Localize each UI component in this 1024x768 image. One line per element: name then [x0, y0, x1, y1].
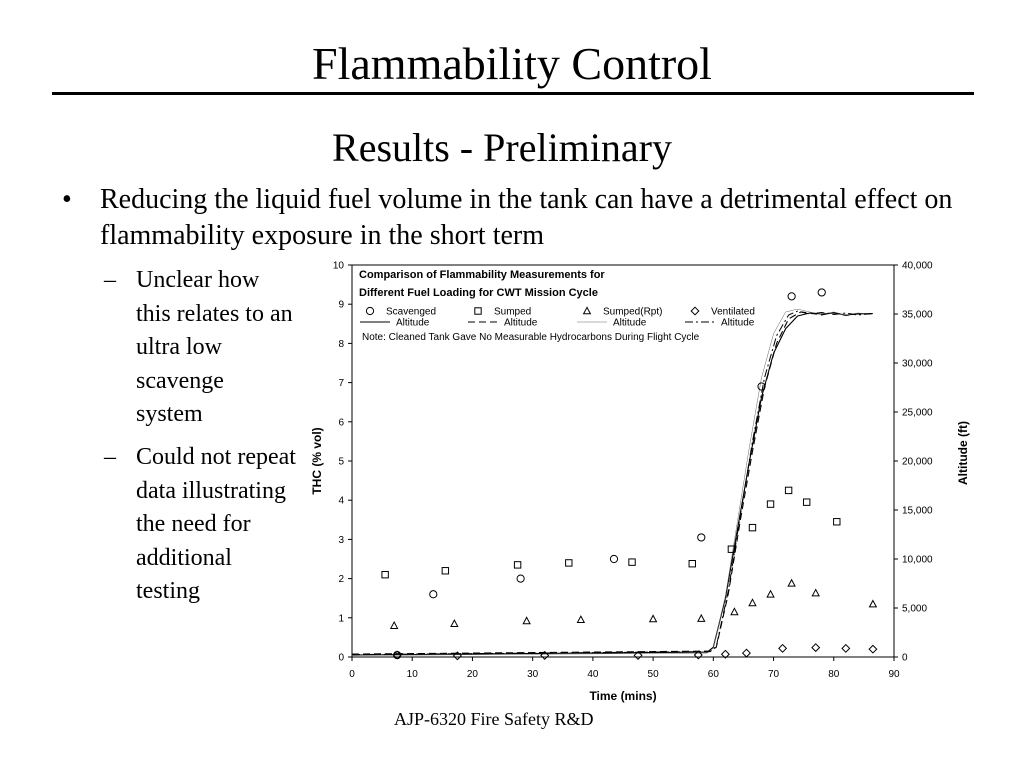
- data-point-ventilated: [743, 649, 751, 657]
- legend-label: Sumped(Rpt): [603, 306, 663, 318]
- data-point-sumped: [834, 519, 840, 525]
- y-tick-label: 8: [338, 338, 344, 350]
- y-tick-label: 9: [338, 299, 344, 311]
- bullet-mark: •: [62, 184, 72, 215]
- data-point-sumped: [442, 568, 448, 574]
- data-point-sumped-rpt-: [870, 600, 877, 606]
- slide-subtitle: Results - Preliminary: [332, 125, 672, 170]
- data-point-sumped-rpt-: [391, 622, 398, 628]
- data-point-sumped-rpt-: [788, 580, 795, 586]
- y-tick-label: 2: [338, 574, 344, 586]
- data-point-scavenged: [788, 293, 795, 300]
- y-axis-label: THC (% vol): [310, 427, 324, 495]
- x-tick-label: 10: [406, 669, 418, 680]
- y-tick-label: 7: [338, 378, 344, 390]
- data-point-sumped: [749, 524, 755, 530]
- legend-label: Altitude: [504, 317, 538, 329]
- data-point-scavenged: [430, 591, 437, 598]
- y2-tick-label: 35,000: [902, 309, 933, 321]
- data-point-scavenged: [517, 575, 524, 582]
- altitude-line-dashdot: [352, 311, 873, 654]
- flammability-chart: [300, 256, 990, 706]
- data-point-ventilated: [779, 645, 787, 653]
- data-point-sumped-rpt-: [749, 599, 756, 605]
- data-point-scavenged: [698, 534, 705, 541]
- main-bullet-text: Reducing the liquid fuel volume in the tank can have a detrimental effect on flammability exposure in the short term: [100, 184, 953, 251]
- y-tick-label: 0: [338, 652, 344, 664]
- y-tick-label: 6: [338, 417, 344, 429]
- data-point-sumped: [785, 487, 791, 493]
- x-tick-label: 0: [349, 669, 355, 680]
- data-point-sumped: [689, 561, 695, 567]
- data-point-sumped-rpt-: [812, 590, 819, 596]
- legend-marker: [366, 307, 373, 314]
- legend-label: Ventilated: [711, 306, 755, 318]
- legend-marker: [584, 307, 591, 313]
- data-point-ventilated: [842, 645, 850, 653]
- y-tick-label: 4: [338, 495, 344, 507]
- legend-marker: [691, 307, 699, 315]
- data-point-sumped: [514, 562, 520, 568]
- legend-label: Altitude: [396, 317, 430, 329]
- x-tick-label: 90: [888, 669, 900, 680]
- data-point-sumped-rpt-: [451, 620, 458, 626]
- data-point-sumped-rpt-: [698, 615, 705, 621]
- chart-note: Note: Cleaned Tank Gave No Measurable Hydrocarbons During Flight Cycle: [362, 332, 700, 343]
- y2-tick-label: 30,000: [902, 358, 933, 370]
- data-point-sumped-rpt-: [577, 616, 584, 622]
- data-point-sumped-rpt-: [731, 608, 738, 614]
- data-point-sumped: [382, 571, 388, 577]
- x-tick-label: 50: [647, 669, 659, 680]
- y2-tick-label: 20,000: [902, 456, 933, 468]
- y-tick-label: 10: [332, 260, 344, 272]
- legend-label: Altitude: [721, 317, 755, 329]
- data-point-sumped-rpt-: [523, 617, 530, 623]
- x-axis-label: Time (mins): [589, 689, 657, 703]
- legend-marker: [475, 308, 481, 314]
- y2-axis-label: Altitude (ft): [956, 421, 970, 485]
- data-point-scavenged: [818, 289, 825, 296]
- x-tick-label: 40: [587, 669, 599, 680]
- legend-label: Scavenged: [386, 306, 437, 318]
- y-tick-label: 1: [338, 613, 344, 625]
- y2-tick-label: 40,000: [902, 260, 933, 272]
- altitude-line-solid: [352, 313, 873, 655]
- x-tick-label: 80: [828, 669, 840, 680]
- altitude-line-thin: [352, 306, 873, 655]
- chart-title-line-2: Different Fuel Loading for CWT Mission Cycle: [359, 287, 598, 299]
- data-point-sumped: [803, 499, 809, 505]
- y2-tick-label: 10,000: [902, 554, 933, 566]
- data-point-scavenged: [610, 555, 617, 562]
- x-tick-label: 70: [767, 669, 780, 680]
- sub-bullet-2-text: Could not repeat data illustrating the need for additional testing: [136, 444, 296, 604]
- sub-bullet-1-text: Unclear how this relates to an ultra low scavenge system: [136, 267, 293, 427]
- data-point-sumped: [767, 501, 773, 507]
- slide-footer: AJP-6320 Fire Safety R&D: [394, 709, 594, 729]
- title-underline: [52, 92, 974, 95]
- data-point-sumped-rpt-: [650, 615, 657, 621]
- slide-title: Flammability Control: [312, 38, 712, 89]
- data-point-sumped: [629, 559, 635, 565]
- data-point-sumped-rpt-: [767, 591, 774, 597]
- legend-label: Altitude: [613, 317, 647, 329]
- y2-tick-label: 15,000: [902, 505, 933, 517]
- y-tick-label: 3: [338, 534, 344, 546]
- altitude-line-dashed: [352, 312, 873, 654]
- y2-tick-label: 5,000: [902, 603, 928, 615]
- y-tick-label: 5: [338, 456, 344, 468]
- data-point-ventilated: [869, 645, 877, 653]
- legend-label: Sumped: [494, 306, 532, 318]
- dash-mark: –: [104, 444, 116, 470]
- chart-title-line-1: Comparison of Flammability Measurements for: [359, 269, 605, 281]
- data-point-sumped: [566, 560, 572, 566]
- x-tick-label: 20: [466, 669, 479, 680]
- x-tick-label: 30: [527, 669, 539, 680]
- y2-tick-label: 0: [902, 652, 908, 664]
- x-tick-label: 60: [707, 669, 719, 680]
- dash-mark: –: [104, 267, 116, 293]
- y2-tick-label: 25,000: [902, 407, 933, 419]
- data-point-ventilated: [812, 644, 820, 652]
